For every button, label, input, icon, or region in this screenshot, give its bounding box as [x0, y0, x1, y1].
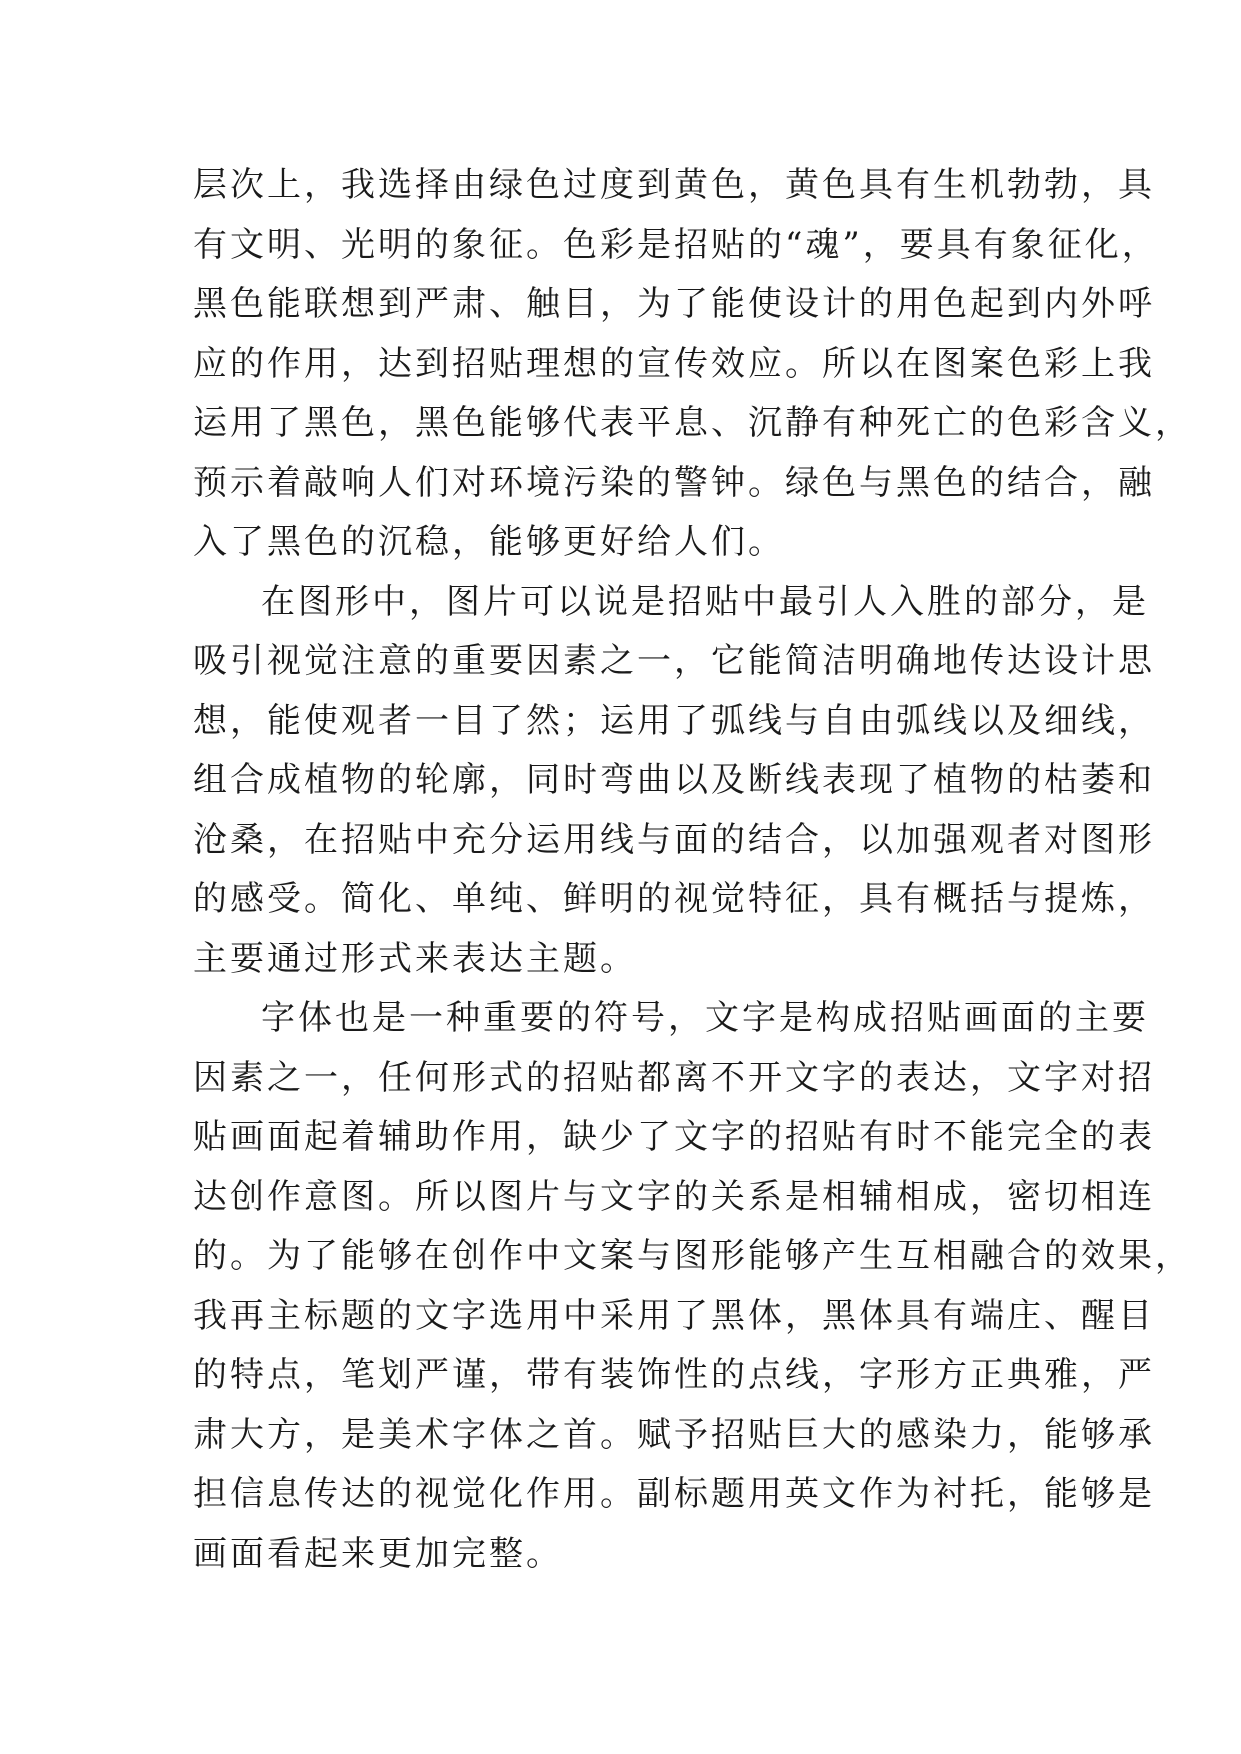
text-line: 运用了黑色，黑色能够代表平息、沉静有种死亡的色彩含义，: [193, 403, 1192, 443]
text-line: 主要通过形式来表达主题。: [193, 938, 637, 979]
text-line: 应的作用，达到招贴理想的宣传效应。所以在图案色彩上我: [193, 343, 1155, 384]
text-line: 沧桑，在招贴中充分运用线与面的结合，以加强观者对图形: [193, 819, 1155, 860]
paragraph-3: [193, 989, 1192, 1584]
text-line: 因素之一，任何形式的招贴都离不开文字的表达，文字对招: [193, 1057, 1155, 1098]
text-line: 担信息传达的视觉化作用。副标题用英文作为衬托，能够是: [193, 1474, 1155, 1514]
text-line: 组合成植物的轮廓，同时弯曲以及断线表现了植物的枯萎和: [193, 760, 1155, 800]
text-line: 画面看起来更加完整。: [193, 1533, 563, 1574]
text-line: 的。为了能够在创作中文案与图形能够产生互相融合的效果，: [193, 1236, 1192, 1276]
text-line: 字体也是一种重要的符号，文字是构成招贴画面的主要: [261, 998, 1149, 1038]
text-line: 入了黑色的沉稳，能够更好给人们。: [193, 522, 785, 562]
text-line: 预示着敲响人们对环境污染的警钟。绿色与黑色的结合，融: [193, 462, 1155, 503]
text-line: 的特点，笔划严谨，带有装饰性的点线，字形方正典雅，严: [193, 1355, 1155, 1395]
paragraph-2: [193, 573, 1155, 990]
paragraph-1: [193, 156, 1192, 573]
text-line: 我再主标题的文字选用中采用了黑体，黑体具有端庄、醒目: [193, 1295, 1155, 1336]
text-line: 吸引视觉注意的重要因素之一，它能简洁明确地传达设计思: [193, 641, 1155, 681]
text-line: 在图形中，图片可以说是招贴中最引人入胜的部分，是: [261, 581, 1149, 622]
text-line: 肃大方，是美术字体之首。赋予招贴巨大的感染力，能够承: [193, 1414, 1155, 1455]
text-line: 黑色能联想到严肃、触目，为了能使设计的用色起到内外呼: [193, 284, 1155, 324]
text-line: 有文明、光明的象征。色彩是招贴的“魂”，要具有象征化，: [193, 224, 1159, 265]
body-text: [193, 156, 1192, 1584]
text-line: 的感受。简化、单纯、鲜明的视觉特征，具有概括与提炼，: [193, 879, 1155, 919]
text-line: 贴画面起着辅助作用，缺少了文字的招贴有时不能完全的表: [193, 1117, 1155, 1157]
text-line: 层次上，我选择由绿色过度到黄色，黄色具有生机勃勃，具: [193, 165, 1155, 205]
text-line: 想，能使观者一目了然；运用了弧线与自由弧线以及细线，: [193, 700, 1155, 741]
text-line: 达创作意图。所以图片与文字的关系是相辅相成，密切相连: [193, 1176, 1155, 1217]
